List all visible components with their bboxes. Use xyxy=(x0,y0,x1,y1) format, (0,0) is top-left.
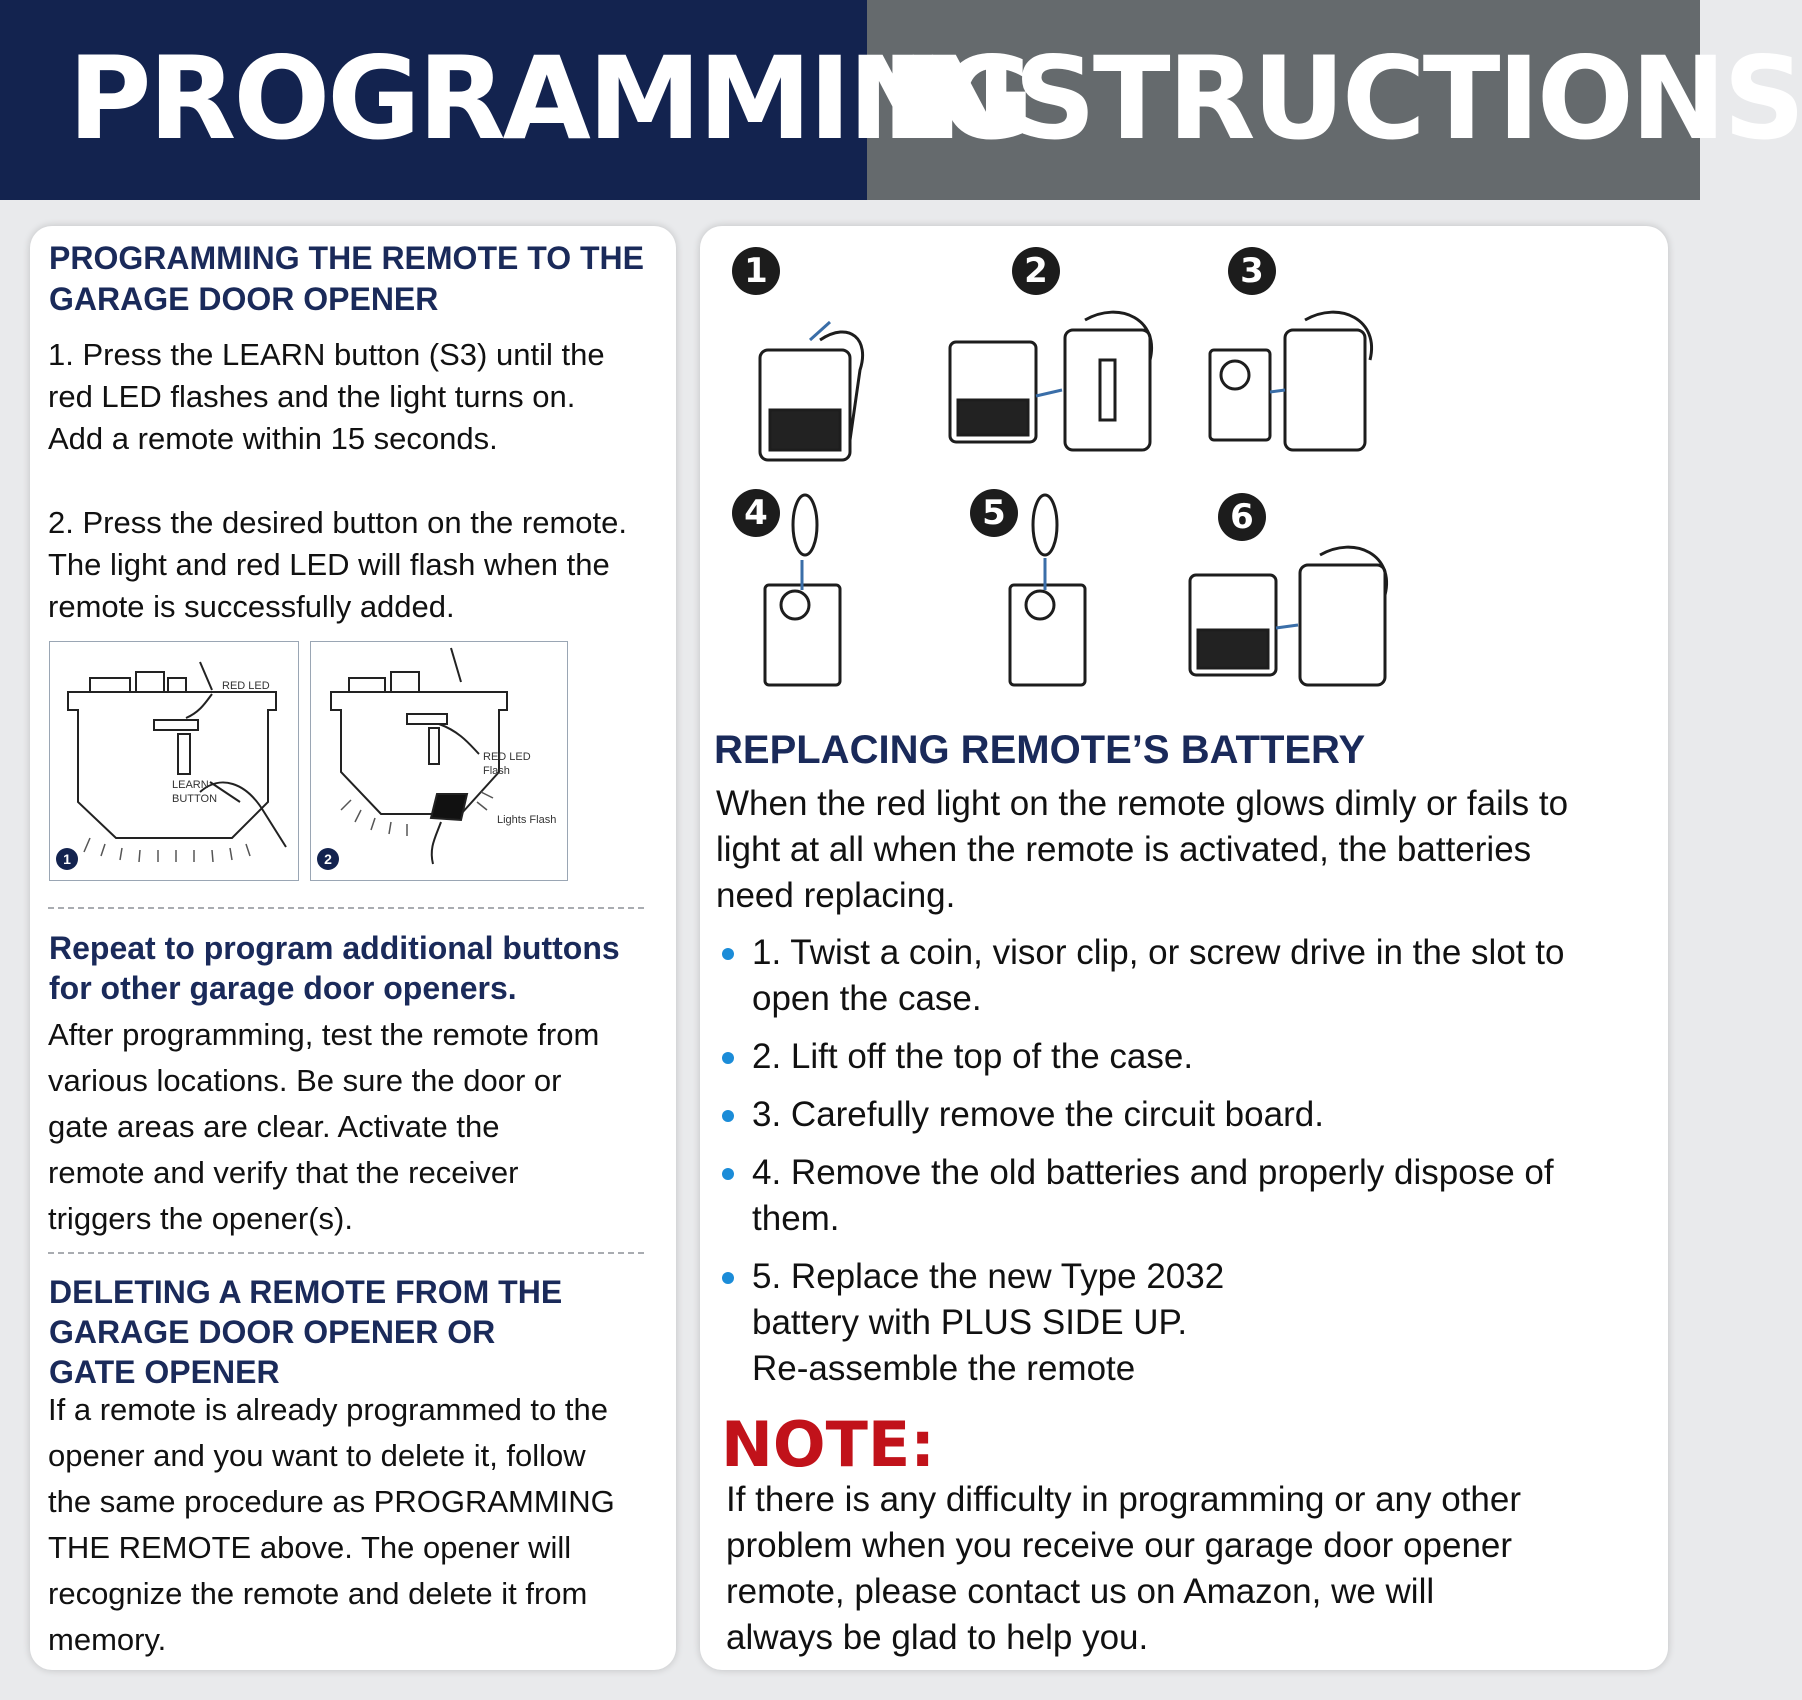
text-line: remote and verify that the receiver xyxy=(48,1155,519,1190)
text-line: always be glad to help you. xyxy=(726,1618,1149,1657)
step-badge: 3 xyxy=(1228,247,1276,295)
repeat-heading-line: for other garage door openers. xyxy=(49,970,517,1006)
text-line: 5. Replace the new Type 2032 xyxy=(752,1257,1225,1296)
text-line: open the case. xyxy=(752,979,982,1018)
text-line: memory. xyxy=(48,1622,167,1657)
list-item xyxy=(752,1034,1652,1080)
text-line: triggers the opener(s). xyxy=(48,1201,353,1236)
text-line: opener and you want to delete it, follow xyxy=(48,1438,586,1473)
text-line: The light and red LED will flash when the xyxy=(48,547,610,582)
deleting-body xyxy=(48,1387,678,1663)
text-line: If there is any difficulty in programming or any other xyxy=(726,1480,1522,1519)
deleting-heading-line: GARAGE DOOR OPENER OR xyxy=(49,1314,496,1350)
list-item xyxy=(752,930,1652,1022)
header-banner xyxy=(0,0,1802,200)
learn-button-label xyxy=(172,778,217,806)
banner-title-programming: PROGRAMMING xyxy=(68,32,1032,165)
text-line: battery with PLUS SIDE UP. xyxy=(752,1303,1188,1342)
text-line: gate areas are clear. Activate the xyxy=(48,1109,500,1144)
red-led-label-line: Flash xyxy=(483,765,510,777)
section-divider xyxy=(48,907,644,909)
text-line: various locations. Be sure the door or xyxy=(48,1063,562,1098)
list-item xyxy=(752,1092,1652,1138)
text-line: remote, please contact us on Amazon, we will xyxy=(726,1572,1435,1611)
battery-steps-list xyxy=(752,930,1652,1392)
learn-label-line: LEARN xyxy=(172,779,209,791)
programming-heading xyxy=(49,238,669,320)
text-line: 4. Remove the old batteries and properly dispose of xyxy=(752,1153,1554,1192)
text-line: remote is successfully added. xyxy=(48,589,455,624)
repeat-body xyxy=(48,1012,678,1242)
battery-replacement-illustration xyxy=(740,300,1440,700)
text-line: THE REMOTE above. The opener will xyxy=(48,1530,572,1565)
opener-learn-illustration xyxy=(50,642,298,880)
text-line: Add a remote within 15 seconds. xyxy=(48,421,498,456)
repeat-heading-line: Repeat to program additional buttons xyxy=(49,930,620,966)
text-line: 2. Press the desired button on the remote. xyxy=(48,505,628,540)
bullet-dot xyxy=(722,1110,734,1122)
bullet-dot xyxy=(722,1168,734,1180)
replacing-heading: REPLACING REMOTE’S BATTERY xyxy=(714,728,1366,772)
learn-button-diagram xyxy=(49,641,299,881)
step-badge: 2 xyxy=(1012,247,1060,295)
text-line: When the red light on the remote glows dimly or fails to xyxy=(716,784,1569,823)
bullet-dot xyxy=(722,948,734,960)
deleting-heading xyxy=(49,1272,689,1392)
banner-title-instructions: INSTRUCTIONS xyxy=(882,32,1802,165)
programming-step-2 xyxy=(48,502,678,628)
list-item xyxy=(752,1150,1652,1242)
text-line: Re-assemble the remote xyxy=(752,1349,1136,1388)
programming-step-1 xyxy=(48,334,678,460)
programming-heading-line: GARAGE DOOR OPENER xyxy=(49,281,439,317)
lights-flash-diagram xyxy=(310,641,568,881)
text-line: the same procedure as PROGRAMMING xyxy=(48,1484,615,1519)
text-line: 3. Carefully remove the circuit board. xyxy=(752,1095,1324,1134)
note-body xyxy=(726,1477,1656,1661)
text-line: need replacing. xyxy=(716,876,956,915)
text-line: red LED flashes and the light turns on. xyxy=(48,379,576,414)
list-item xyxy=(752,1254,1652,1392)
learn-label-line: BUTTON xyxy=(172,793,218,805)
red-led-label-line: RED LED xyxy=(483,751,531,763)
text-line: 1. Press the LEARN button (S3) until the xyxy=(48,337,605,372)
section-divider xyxy=(48,1252,644,1254)
step-badge: 6 xyxy=(1218,493,1266,541)
text-line: After programming, test the remote from xyxy=(48,1017,600,1052)
text-line: 1. Twist a coin, visor clip, or screw drive in the slot to xyxy=(752,933,1565,972)
text-line: If a remote is already programmed to the xyxy=(48,1392,608,1427)
deleting-heading-line: DELETING A REMOTE FROM THE xyxy=(49,1274,563,1310)
text-line: recognize the remote and delete it from xyxy=(48,1576,588,1611)
red-led-label: RED LED xyxy=(222,680,270,692)
bullet-dot xyxy=(722,1272,734,1284)
text-line: them. xyxy=(752,1199,840,1238)
bullet-dot xyxy=(722,1052,734,1064)
step-badge: 4 xyxy=(732,489,780,537)
lights-flash-label: Lights Flash xyxy=(497,814,557,826)
note-title: NOTE: xyxy=(721,1408,936,1481)
diagram-number-badge: 1 xyxy=(56,848,78,870)
text-line: light at all when the remote is activated, the batteries xyxy=(716,830,1532,869)
deleting-heading-line: GATE OPENER xyxy=(49,1354,280,1390)
replacing-intro xyxy=(716,781,1666,919)
text-line: 2. Lift off the top of the case. xyxy=(752,1037,1194,1076)
step-badge: 1 xyxy=(732,247,780,295)
red-led-flash-label xyxy=(483,750,531,778)
programming-heading-line: PROGRAMMING THE REMOTE TO THE xyxy=(49,240,644,276)
step-badge: 5 xyxy=(970,489,1018,537)
diagram-number-badge: 2 xyxy=(317,848,339,870)
repeat-heading xyxy=(49,928,689,1008)
text-line: problem when you receive our garage door opener xyxy=(726,1526,1513,1565)
